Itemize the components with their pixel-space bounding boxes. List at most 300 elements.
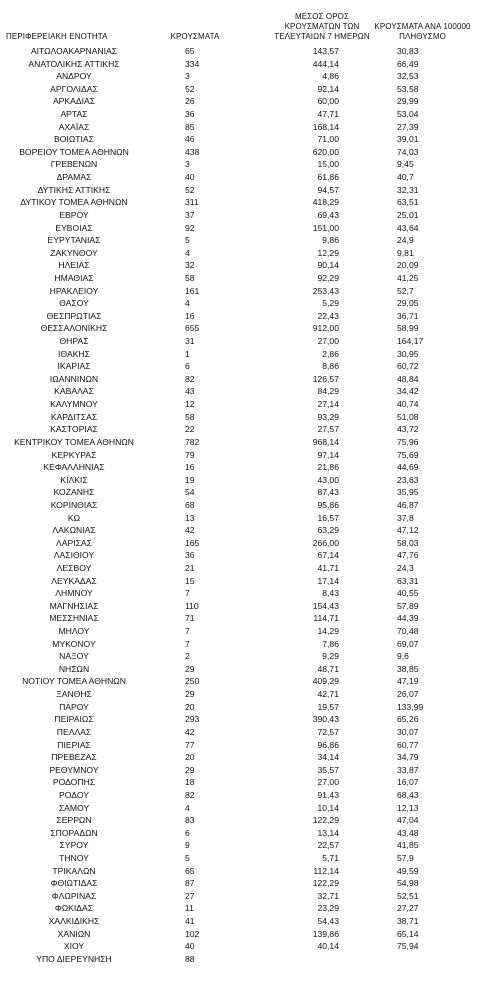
- region-cell: ΚΟΖΑΝΗΣ: [53, 487, 95, 498]
- region-cell: ΗΛΕΙΑΣ: [58, 260, 90, 271]
- cases-per-100k-cell: 20,09: [397, 260, 419, 271]
- table-row: [0, 411, 481, 424]
- table-row: [0, 70, 481, 83]
- table-row: [0, 587, 481, 600]
- avg-7-days-cell: 97,14: [317, 449, 339, 460]
- cases-per-100k-cell: 30,95: [397, 348, 419, 359]
- avg-7-days-cell: 154,43: [312, 600, 339, 611]
- avg-7-days-cell: 8,43: [322, 588, 339, 599]
- table-row: [0, 158, 481, 171]
- table-row: [0, 285, 481, 298]
- region-cell: ΕΒΡΟΥ: [59, 209, 89, 220]
- cases-cell: 165: [185, 537, 200, 548]
- table-row: [0, 650, 481, 663]
- table-row: [0, 499, 481, 512]
- table-row: [0, 764, 481, 777]
- cases-cell: 12: [185, 399, 195, 410]
- cases-per-100k-cell: 43,72: [397, 424, 419, 435]
- cases-cell: 4: [185, 802, 190, 813]
- table-row: [0, 436, 481, 449]
- avg-7-days-cell: 69,43: [317, 209, 339, 220]
- header-region-label: ΠΕΡΙΦΕΡΕΙΑΚΗ ΕΝΟΤΗΤΑ: [6, 32, 108, 41]
- cases-cell: 1: [185, 348, 190, 359]
- cases-per-100k-cell: 9,6: [397, 651, 409, 662]
- region-cell: ΤΡΙΚΑΛΩΝ: [52, 865, 96, 876]
- cases-cell: 31: [185, 336, 195, 347]
- cases-per-100k-cell: 40,55: [397, 588, 419, 599]
- avg-7-days-cell: 10,14: [317, 802, 339, 813]
- cases-per-100k-cell: 41,25: [397, 272, 419, 283]
- region-cell: ΛΑΡΙΣΑΣ: [56, 537, 92, 548]
- region-cell: ΘΗΡΑΣ: [59, 336, 89, 347]
- avg-7-days-cell: 9,86: [322, 235, 339, 246]
- table-row: [0, 713, 481, 726]
- cases-cell: 5: [185, 853, 190, 863]
- table-row: [0, 877, 481, 890]
- cases-cell: 82: [185, 789, 195, 800]
- table-body: [0, 45, 481, 965]
- table-row: [0, 839, 481, 852]
- cases-per-100k-cell: 133,99: [397, 701, 424, 712]
- cases-cell: 36: [185, 109, 195, 120]
- cases-cell: 11: [185, 903, 194, 914]
- cases-cell: 311: [185, 197, 199, 208]
- avg-7-days-cell: 19,57: [317, 701, 339, 712]
- table-row: [0, 549, 481, 562]
- avg-7-days-cell: 5,29: [322, 298, 339, 309]
- region-cell: ΚΙΛΚΙΣ: [60, 474, 88, 485]
- cases-per-100k-cell: 68,43: [397, 789, 419, 800]
- table-row: [0, 171, 481, 184]
- cases-cell: 15: [185, 575, 195, 586]
- region-cell: ΣΑΜΟΥ: [58, 802, 90, 813]
- table-row: [0, 486, 481, 499]
- table-row: [0, 852, 481, 865]
- region-cell: ΚΑΡΔΙΤΣΑΣ: [50, 411, 98, 422]
- cases-per-100k-cell: 29,99: [397, 96, 419, 107]
- cases-per-100k-cell: 48,84: [397, 373, 419, 384]
- region-cell: ΛΕΥΚΑΔΑΣ: [51, 575, 97, 586]
- cases-per-100k-cell: 75,69: [397, 449, 419, 460]
- region-cell: ΠΕΛΛΑΣ: [56, 726, 92, 737]
- table-row: [0, 814, 481, 827]
- table-row: [0, 184, 481, 197]
- region-cell: ΠΙΕΡΙΑΣ: [57, 739, 91, 750]
- cases-per-100k-cell: 30,83: [397, 46, 419, 56]
- cases-per-100k-cell: 30,07: [397, 726, 419, 737]
- region-cell: ΚΕΝΤΡΙΚΟΥ ΤΟΜΕΑ ΑΘΗΝΩΝ: [14, 436, 134, 447]
- cases-cell: 110: [185, 600, 199, 611]
- cases-cell: 65: [185, 46, 195, 56]
- region-cell: ΗΡΑΚΛΕΙΟΥ: [49, 285, 99, 296]
- avg-7-days-cell: 114,71: [313, 613, 339, 624]
- cases-cell: 102: [185, 928, 200, 939]
- region-cell: ΝΑΞΟΥ: [59, 651, 89, 662]
- cases-per-100k-cell: 66,49: [397, 58, 419, 69]
- region-cell: ΔΥΤΙΚΗΣ ΑΤΤΙΚΗΣ: [37, 184, 111, 195]
- cases-cell: 7: [185, 588, 190, 599]
- region-cell: ΓΡΕΒΕΝΩΝ: [50, 159, 98, 170]
- cases-cell: 68: [185, 499, 195, 510]
- avg-7-days-cell: 27,57: [317, 424, 339, 435]
- region-cell: ΑΡΤΑΣ: [60, 109, 88, 120]
- region-cell: ΙΘΑΚΗΣ: [58, 348, 90, 359]
- cases-cell: 87: [185, 878, 195, 889]
- header-avg-line: ΤΕΛΕΥΤΑΙΩΝ 7 ΗΜΕΡΩΝ: [274, 32, 370, 41]
- cases-per-100k-cell: 60,72: [397, 361, 419, 372]
- avg-7-days-cell: 2,86: [322, 348, 339, 359]
- cases-cell: 293: [185, 714, 200, 725]
- region-cell: ΚΕΡΚΥΡΑΣ: [51, 449, 97, 460]
- cases-cell: 20: [185, 701, 195, 712]
- region-cell: ΦΩΚΙΔΑΣ: [54, 903, 94, 914]
- cases-cell: 58: [185, 411, 195, 422]
- avg-7-days-cell: 16,57: [317, 512, 339, 523]
- table-row: [0, 449, 481, 462]
- header-avg-line: ΚΡΟΥΣΜΑΤΩΝ ΤΩΝ: [284, 22, 360, 31]
- avg-7-days-cell: 390,43: [312, 714, 339, 725]
- cases-cell: 16: [185, 310, 195, 321]
- avg-7-days-cell: 35,57: [317, 764, 339, 775]
- cases-cell: 16: [185, 462, 195, 473]
- header-per100k-line: ΠΛΗΘΥΣΜΟ: [399, 32, 446, 41]
- avg-7-days-cell: 12,29: [317, 247, 339, 258]
- avg-7-days-cell: 71,00: [317, 134, 339, 145]
- region-cell: ΚΟΡΙΝΘΙΑΣ: [50, 499, 98, 510]
- cases-per-100k-cell: 47,19: [397, 676, 419, 687]
- cases-per-100k-cell: 58,03: [397, 537, 419, 548]
- region-cell: ΦΘΙΩΤΙΔΑΣ: [50, 878, 98, 889]
- cases-per-100k-cell: 75,96: [397, 436, 419, 447]
- table-row: [0, 953, 481, 966]
- table-row: [0, 575, 481, 588]
- avg-7-days-cell: 87,43: [317, 487, 339, 498]
- region-cell: ΘΑΣΟΥ: [59, 298, 89, 309]
- table-row: [0, 234, 481, 247]
- region-cell: ΛΑΣΙΘΙΟΥ: [53, 550, 95, 561]
- cases-per-100k-cell: 40,74: [397, 399, 419, 410]
- cases-per-100k-cell: 38,85: [397, 663, 419, 674]
- avg-7-days-cell: 22,57: [317, 840, 339, 851]
- region-cell: ΥΠΟ ΔΙΕΡΕΥΝΗΣΗ: [36, 953, 112, 964]
- region-cell: ΚΑΛΥΜΝΟΥ: [50, 399, 98, 410]
- region-cell: ΚΕΦΑΛΛΗΝΙΑΣ: [43, 462, 105, 473]
- avg-7-days-cell: 112,14: [313, 865, 339, 876]
- cases-cell: 32: [185, 260, 195, 271]
- region-cell: ΘΕΣΠΡΩΤΙΑΣ: [46, 310, 102, 321]
- cases-cell: 6: [185, 361, 190, 372]
- cases-cell: 26: [185, 96, 195, 107]
- cases-cell: 655: [185, 323, 200, 334]
- cases-per-100k-cell: 32,53: [397, 71, 419, 82]
- region-cell: ΘΕΣΣΑΛΟΝΙΚΗΣ: [40, 323, 108, 334]
- table-row: [0, 423, 481, 436]
- cases-per-100k-cell: 24,9: [397, 235, 414, 246]
- avg-7-days-cell: 15,00: [317, 159, 339, 170]
- cases-cell: 82: [185, 373, 195, 384]
- region-cell: ΠΡΕΒΕΖΑΣ: [51, 752, 97, 763]
- cases-cell: 5: [185, 235, 190, 246]
- cases-cell: 40: [185, 941, 195, 952]
- cases-cell: 92: [185, 222, 195, 233]
- header-cases-label: ΚΡΟΥΣΜΑΤΑ: [170, 32, 220, 41]
- avg-7-days-cell: 13,14: [317, 827, 339, 838]
- table-row: [0, 272, 481, 285]
- avg-7-days-cell: 34,14: [317, 752, 339, 763]
- cases-cell: 438: [185, 146, 200, 157]
- region-cell: ΧΑΛΚΙΔΙΚΗΣ: [48, 916, 100, 927]
- region-cell: ΛΑΚΩΝΙΑΣ: [52, 525, 96, 536]
- region-cell: ΕΥΒΟΙΑΣ: [55, 222, 93, 233]
- cases-per-100k-cell: 25,01: [397, 209, 419, 220]
- cases-cell: 7: [185, 626, 190, 637]
- cases-cell: 65: [185, 865, 195, 876]
- region-cell: ΛΕΣΒΟΥ: [56, 562, 92, 573]
- avg-7-days-cell: 122,29: [312, 878, 339, 889]
- cases-per-100k-cell: 60,77: [397, 739, 419, 750]
- region-cell: ΑΝΔΡΟΥ: [56, 71, 92, 82]
- region-cell: ΧΙΟΥ: [63, 941, 85, 952]
- region-cell: ΙΚΑΡΙΑΣ: [57, 361, 91, 372]
- cases-cell: 6: [185, 827, 190, 838]
- cases-per-100k-cell: 24,3: [397, 562, 414, 573]
- cases-cell: 41: [185, 916, 195, 927]
- cases-cell: 43: [185, 386, 195, 397]
- cases-per-100k-cell: 53,04: [397, 109, 419, 120]
- cases-per-100k-cell: 63,51: [397, 197, 419, 208]
- avg-7-days-cell: 22,43: [317, 310, 339, 321]
- cases-per-100k-cell: 65,14: [397, 928, 419, 939]
- avg-7-days-cell: 151,00: [312, 222, 339, 233]
- cases-per-100k-cell: 70,48: [397, 626, 419, 637]
- table-row: [0, 360, 481, 373]
- cases-cell: 21: [185, 562, 195, 573]
- table-row: [0, 133, 481, 146]
- cases-per-100k-cell: 164,17: [397, 336, 424, 347]
- table-row: [0, 146, 481, 159]
- table-row: [0, 739, 481, 752]
- cases-cell: 3: [185, 159, 190, 170]
- avg-7-days-cell: 409,29: [312, 676, 339, 687]
- region-cell: ΚΑΒΑΛΑΣ: [54, 386, 94, 397]
- avg-7-days-cell: 92,14: [317, 83, 339, 94]
- cases-cell: 83: [185, 815, 195, 826]
- region-cell: ΞΑΝΘΗΣ: [56, 689, 92, 700]
- cases-cell: 161: [185, 285, 200, 296]
- avg-7-days-cell: 5,71: [322, 853, 339, 863]
- avg-7-days-cell: 17,14: [317, 575, 339, 586]
- avg-7-days-cell: 266,00: [312, 537, 339, 548]
- cases-per-100k-cell: 44,39: [397, 613, 419, 624]
- avg-7-days-cell: 61,86: [317, 172, 339, 183]
- avg-7-days-cell: 8,86: [322, 361, 339, 372]
- region-cell: ΡΟΔΟΥ: [59, 789, 89, 800]
- cases-per-100k-cell: 39,01: [397, 134, 419, 145]
- cases-per-100k-cell: 37,8: [397, 512, 414, 523]
- region-cell: ΑΙΤΩΛΟΑΚΑΡΝΑΝΙΑΣ: [30, 46, 118, 56]
- table-row: [0, 940, 481, 953]
- cases-per-100k-cell: 23,63: [397, 474, 419, 485]
- cases-cell: 52: [185, 83, 195, 94]
- table-row: [0, 562, 481, 575]
- cases-cell: 77: [185, 739, 195, 750]
- cases-cell: 58: [185, 272, 195, 283]
- region-cell: ΔΡΑΜΑΣ: [56, 172, 92, 183]
- avg-7-days-cell: 27,14: [317, 399, 339, 410]
- avg-7-days-cell: 7,86: [322, 638, 339, 649]
- avg-7-days-cell: 4,86: [322, 71, 339, 82]
- cases-cell: 46: [185, 134, 195, 145]
- cases-cell: 2: [185, 651, 190, 662]
- table-row: [0, 612, 481, 625]
- region-cell: ΧΑΝΙΩΝ: [57, 928, 91, 939]
- cases-per-100k-cell: 35,95: [397, 487, 419, 498]
- region-cell: ΙΩΑΝΝΙΝΩΝ: [49, 373, 99, 384]
- region-cell: ΤΗΝΟΥ: [59, 853, 89, 863]
- avg-7-days-cell: 41,71: [317, 562, 339, 573]
- avg-7-days-cell: 968,14: [312, 436, 339, 447]
- avg-7-days-cell: 23,29: [317, 903, 339, 914]
- cases-cell: 3: [185, 71, 190, 82]
- cases-cell: 37: [185, 209, 195, 220]
- cases-per-100k-cell: 51,08: [397, 411, 419, 422]
- avg-7-days-cell: 47,71: [317, 109, 339, 120]
- avg-7-days-cell: 620,00: [312, 146, 339, 157]
- avg-7-days-cell: 9,29: [322, 651, 339, 662]
- cases-per-100k-cell: 44,69: [397, 462, 419, 473]
- cases-cell: 19: [185, 474, 195, 485]
- region-cell: ΣΕΡΡΩΝ: [56, 815, 92, 826]
- table-row: [0, 373, 481, 386]
- table-row: [0, 776, 481, 789]
- header-cases-per-100k: [360, 0, 481, 42]
- cases-per-100k-cell: 36,71: [397, 310, 419, 321]
- region-cell: ΣΠΟΡΑΔΩΝ: [50, 827, 98, 838]
- cases-per-100k-cell: 69,07: [397, 638, 419, 649]
- region-cell: ΔΥΤΙΚΟΥ ΤΟΜΕΑ ΑΘΗΝΩΝ: [20, 197, 128, 208]
- table-row: [0, 247, 481, 260]
- avg-7-days-cell: 40,14: [317, 941, 339, 952]
- avg-7-days-cell: 54,43: [317, 916, 339, 927]
- avg-7-days-cell: 67,14: [317, 550, 339, 561]
- cases-cell: 40: [185, 172, 195, 183]
- cases-cell: 334: [185, 58, 200, 69]
- avg-7-days-cell: 43,00: [317, 474, 339, 485]
- cases-cell: 20: [185, 752, 195, 763]
- cases-cell: 29: [185, 663, 195, 674]
- cases-per-100k-cell: 27,39: [397, 121, 419, 132]
- region-cell: ΗΜΑΘΙΑΣ: [54, 272, 94, 283]
- table-row: [0, 222, 481, 235]
- table-row: [0, 348, 481, 361]
- avg-7-days-cell: 91,43: [317, 789, 339, 800]
- region-cell: ΡΟΔΟΠΗΣ: [52, 777, 96, 788]
- table-row: [0, 310, 481, 323]
- table-row: [0, 398, 481, 411]
- region-cell: ΚΑΣΤΟΡΙΑΣ: [50, 424, 98, 435]
- table-row: [0, 865, 481, 878]
- table-row: [0, 297, 481, 310]
- cases-per-100k-cell: 74,03: [397, 146, 419, 157]
- avg-7-days-cell: 48,71: [317, 663, 339, 674]
- region-cell: ΑΡΚΑΔΙΑΣ: [52, 96, 96, 107]
- table-row: [0, 121, 481, 134]
- cases-per-100k-cell: 53,58: [397, 83, 419, 94]
- avg-7-days-cell: 90,14: [317, 260, 339, 271]
- avg-7-days-cell: 168,14: [312, 121, 339, 132]
- cases-per-100k-cell: 16,07: [397, 777, 419, 788]
- table-row: [0, 512, 481, 525]
- cases-cell: 29: [185, 764, 195, 775]
- cases-cell: 22: [185, 424, 195, 435]
- table-row: [0, 524, 481, 537]
- table-row: [0, 385, 481, 398]
- cases-per-100k-cell: 57,9: [397, 853, 414, 863]
- avg-7-days-cell: 14,29: [317, 626, 339, 637]
- cases-per-100k-cell: 12,13: [397, 802, 419, 813]
- cases-per-100k-cell: 52,7: [397, 285, 414, 296]
- cases-per-100k-cell: 47,76: [397, 550, 419, 561]
- region-cell: ΜΥΚΟΝΟΥ: [52, 638, 96, 649]
- table-row: [0, 196, 481, 209]
- table-row: [0, 802, 481, 815]
- cases-per-100k-cell: 52,51: [397, 890, 419, 901]
- cases-cell: 9: [185, 840, 190, 851]
- table-row: [0, 259, 481, 272]
- region-cell: ΜΑΓΝΗΣΙΑΣ: [49, 600, 99, 611]
- table-row: [0, 688, 481, 701]
- table-row: [0, 461, 481, 474]
- table-row: [0, 83, 481, 96]
- avg-7-days-cell: 84,29: [317, 386, 339, 397]
- avg-7-days-cell: 95,86: [317, 499, 339, 510]
- header-avg-line: ΜΕΣΟΣ ΟΡΟΣ: [294, 12, 350, 21]
- avg-7-days-cell: 253,43: [312, 285, 339, 296]
- table-row: [0, 322, 481, 335]
- avg-7-days-cell: 32,71: [317, 890, 339, 901]
- avg-7-days-cell: 21,86: [317, 462, 339, 473]
- cases-per-100k-cell: 43,64: [397, 222, 419, 233]
- region-cell: ΦΛΩΡΙΝΑΣ: [51, 890, 97, 901]
- cases-per-100k-cell: 49,59: [397, 865, 419, 876]
- table-row: [0, 701, 481, 714]
- cases-per-100k-cell: 26,07: [397, 689, 419, 700]
- cases-per-100k-cell: 57,89: [397, 600, 419, 611]
- avg-7-days-cell: 93,29: [317, 411, 339, 422]
- table-row: [0, 915, 481, 928]
- cases-cell: 52: [185, 184, 195, 195]
- table-row: [0, 726, 481, 739]
- cases-cell: 42: [185, 525, 195, 536]
- table-row: [0, 827, 481, 840]
- region-cell: ΕΥΡΥΤΑΝΙΑΣ: [47, 235, 101, 246]
- region-cell: ΝΟΤΙΟΥ ΤΟΜΕΑ ΑΘΗΝΩΝ: [22, 676, 126, 687]
- table-row: [0, 663, 481, 676]
- cases-per-100k-cell: 40,7: [397, 172, 414, 183]
- cases-cell: 27: [185, 890, 195, 901]
- cases-per-100k-cell: 46,87: [397, 499, 419, 510]
- table-row: [0, 928, 481, 941]
- avg-7-days-cell: 72,57: [317, 726, 339, 737]
- header-cases: [150, 0, 240, 42]
- avg-7-days-cell: 96,86: [317, 739, 339, 750]
- table-row: [0, 600, 481, 613]
- table-row: [0, 537, 481, 550]
- cases-cell: 4: [185, 247, 190, 258]
- avg-7-days-cell: 27,00: [317, 777, 339, 788]
- cases-cell: 13: [185, 512, 195, 523]
- avg-7-days-cell: 94,57: [317, 184, 339, 195]
